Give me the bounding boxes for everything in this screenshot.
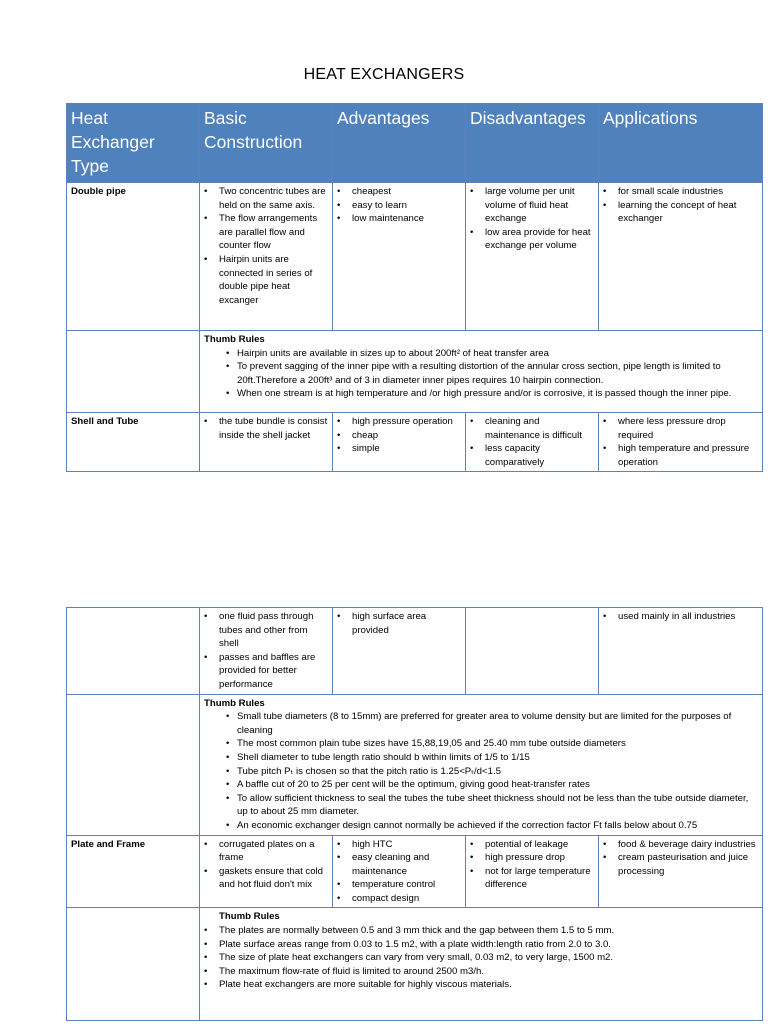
cell-disadvantages [466, 413, 599, 472]
list-item: • low area provide for heat exchange per volume [470, 226, 594, 253]
list-item: • The plates are normally between 0.5 and 3 mm thick and the gap between them 1.5 to 5 mm. [204, 924, 758, 938]
list-item: • A baffle cut of 20 to 25 per cent will be the optimum, giving good heat-transfer rates [204, 778, 758, 792]
cell-disadvantages [466, 835, 599, 908]
list-item: • When one stream is at high temperature and /or high pressure and/or is corrosive, it is passed though the inner pipe. [204, 387, 758, 401]
thumb-rules-heading: Thumb Rules [219, 911, 280, 923]
table-row-shell-tube-rules [67, 694, 763, 835]
list-item: • high temperature and pressure operation [603, 442, 758, 469]
cell-advantages [333, 835, 466, 908]
list-item: • To prevent sagging of the inner pipe with a resulting distortion of the annular cross section, pipe length is limited to 20ft.Therefore a 200ft³ and of 3 in diameter inner pipes requires 10 hairpin connection. [204, 360, 758, 387]
heat-exchanger-table-page-1 [66, 103, 763, 472]
list-item: • Plate surface areas range from 0.03 to 1.5 m2, with a plate width:length ratio from 2.0 to 3.0. [204, 938, 758, 952]
empty-cell [466, 608, 599, 695]
empty-cell [67, 694, 200, 835]
header-advantages: Advantages [333, 104, 466, 183]
list-item: • high pressure operation [337, 415, 461, 429]
list-item: • large volume per unit volume of fluid heat exchange [470, 185, 594, 226]
list-item: • less capacity comparatively [470, 442, 594, 469]
list-item: • cleaning and maintenance is difficult [470, 415, 594, 442]
table-header-row [67, 104, 763, 183]
document-title: HEAT EXCHANGERS [303, 66, 465, 83]
list-item: • The maximum flow-rate of fluid is limited to around 2500 m3/h. [204, 965, 758, 979]
list-item: • Shell diameter to tube length ratio should b within limits of 1/5 to 1/15 [204, 751, 758, 765]
table-row-shell-tube-continued [67, 608, 763, 695]
list-item: • corrugated plates on a frame [204, 838, 328, 865]
list-item: • learning the concept of heat exchanger [603, 199, 758, 226]
list-item: • where less pressure drop required [603, 415, 758, 442]
list-item: • high HTC [337, 838, 461, 852]
list-item: • simple [337, 442, 461, 456]
list-item: • To allow sufficient thickness to seal the tubes the tube sheet thickness should not be less than the tube outside diameter, up to about 25 mm diameter. [204, 792, 758, 819]
list-item: • passes and baffles are provided for better performance [204, 651, 328, 692]
list-item: • used mainly in all industries [603, 610, 758, 624]
list-item: • easy cleaning and maintenance [337, 851, 461, 878]
heat-exchanger-table-page-2 [66, 607, 763, 1021]
list-item: • potential of leakage [470, 838, 594, 852]
list-item: • The flow arrangements are parallel flow and counter flow [204, 212, 328, 253]
empty-cell [67, 908, 200, 1021]
list-item: • An economic exchanger design cannot normally be achieved if the correction factor Ft falls below about 0.75 [204, 819, 758, 833]
thumb-rules-plate-frame [200, 908, 763, 1021]
list-item: • Hairpin units are connected in series of double pipe heat excanger [204, 253, 328, 307]
list-item: • cheapest [337, 185, 461, 199]
table-row-plate-frame [67, 835, 763, 908]
cell-advantages [333, 608, 466, 695]
list-item: • for small scale industries [603, 185, 758, 199]
list-item: • one fluid pass through tubes and other from shell [204, 610, 328, 651]
table-row-plate-frame-rules [67, 908, 763, 1021]
cell-advantages [333, 183, 466, 331]
table-row-double-pipe [67, 183, 763, 331]
list-item: • Plate heat exchangers are more suitable for highly viscous materials. [204, 978, 758, 992]
list-item: • not for large temperature difference [470, 865, 594, 892]
cell-applications [599, 608, 763, 695]
cell-applications [599, 835, 763, 908]
list-item: • Small tube diameters (8 to 15mm) are preferred for greater area to volume density but are limited for the purposes of cleaning [204, 710, 758, 737]
cell-disadvantages [466, 183, 599, 331]
cell-construction [200, 183, 333, 331]
row-type-double-pipe: Double pipe [67, 183, 200, 331]
thumb-rules-shell-tube [200, 694, 763, 835]
list-item: • easy to learn [337, 199, 461, 213]
cell-applications [599, 413, 763, 472]
list-item: • low maintenance [337, 212, 461, 226]
list-item: • cream pasteurisation and juice processing [603, 851, 758, 878]
cell-advantages [333, 413, 466, 472]
cell-construction [200, 608, 333, 695]
list-item: • Two concentric tubes are held on the same axis. [204, 185, 328, 212]
thumb-rules-heading: Thumb Rules [204, 334, 265, 345]
thumb-rules-heading: Thumb Rules [204, 697, 265, 709]
list-item: • Hairpin units are available in sizes up to about 200ft² of heat transfer area [204, 347, 758, 361]
table-row-double-pipe-rules [67, 331, 763, 413]
header-type: Heat Exchanger Type [67, 104, 200, 183]
list-item: • the tube bundle is consist inside the shell jacket [204, 415, 328, 442]
table-row-shell-tube [67, 413, 763, 472]
list-item: • high surface area provided [337, 610, 461, 637]
empty-cell [67, 331, 200, 413]
list-item: • high pressure drop [470, 851, 594, 865]
list-item: • Tube pitch Pₜ is chosen so that the pitch ratio is 1.25<Pₜ/d<1.5 [204, 765, 758, 779]
cell-construction [200, 835, 333, 908]
list-item: • temperature control [337, 878, 461, 892]
thumb-rules-double-pipe [200, 331, 763, 413]
empty-cell [67, 608, 200, 695]
list-item: • food & beverage dairy industries [603, 838, 758, 852]
cell-construction [200, 413, 333, 472]
list-item: • cheap [337, 429, 461, 443]
list-item: • The size of plate heat exchangers can vary from very small, 0.03 m2, to very large, 1500 m2. [204, 951, 758, 965]
header-construction: Basic Construction [200, 104, 333, 183]
cell-applications [599, 183, 763, 331]
header-disadvantages: Disadvantages [466, 104, 599, 183]
row-type-plate-frame: Plate and Frame [67, 835, 200, 908]
row-type-shell-tube: Shell and Tube [67, 413, 200, 472]
list-item: • gaskets ensure that cold and hot fluid don't mix [204, 865, 328, 892]
list-item: • The most common plain tube sizes have 15,88,19,05 and 25.40 mm tube outside diameters [204, 737, 758, 751]
list-item: • compact design [337, 892, 461, 906]
header-applications: Applications [599, 104, 763, 183]
